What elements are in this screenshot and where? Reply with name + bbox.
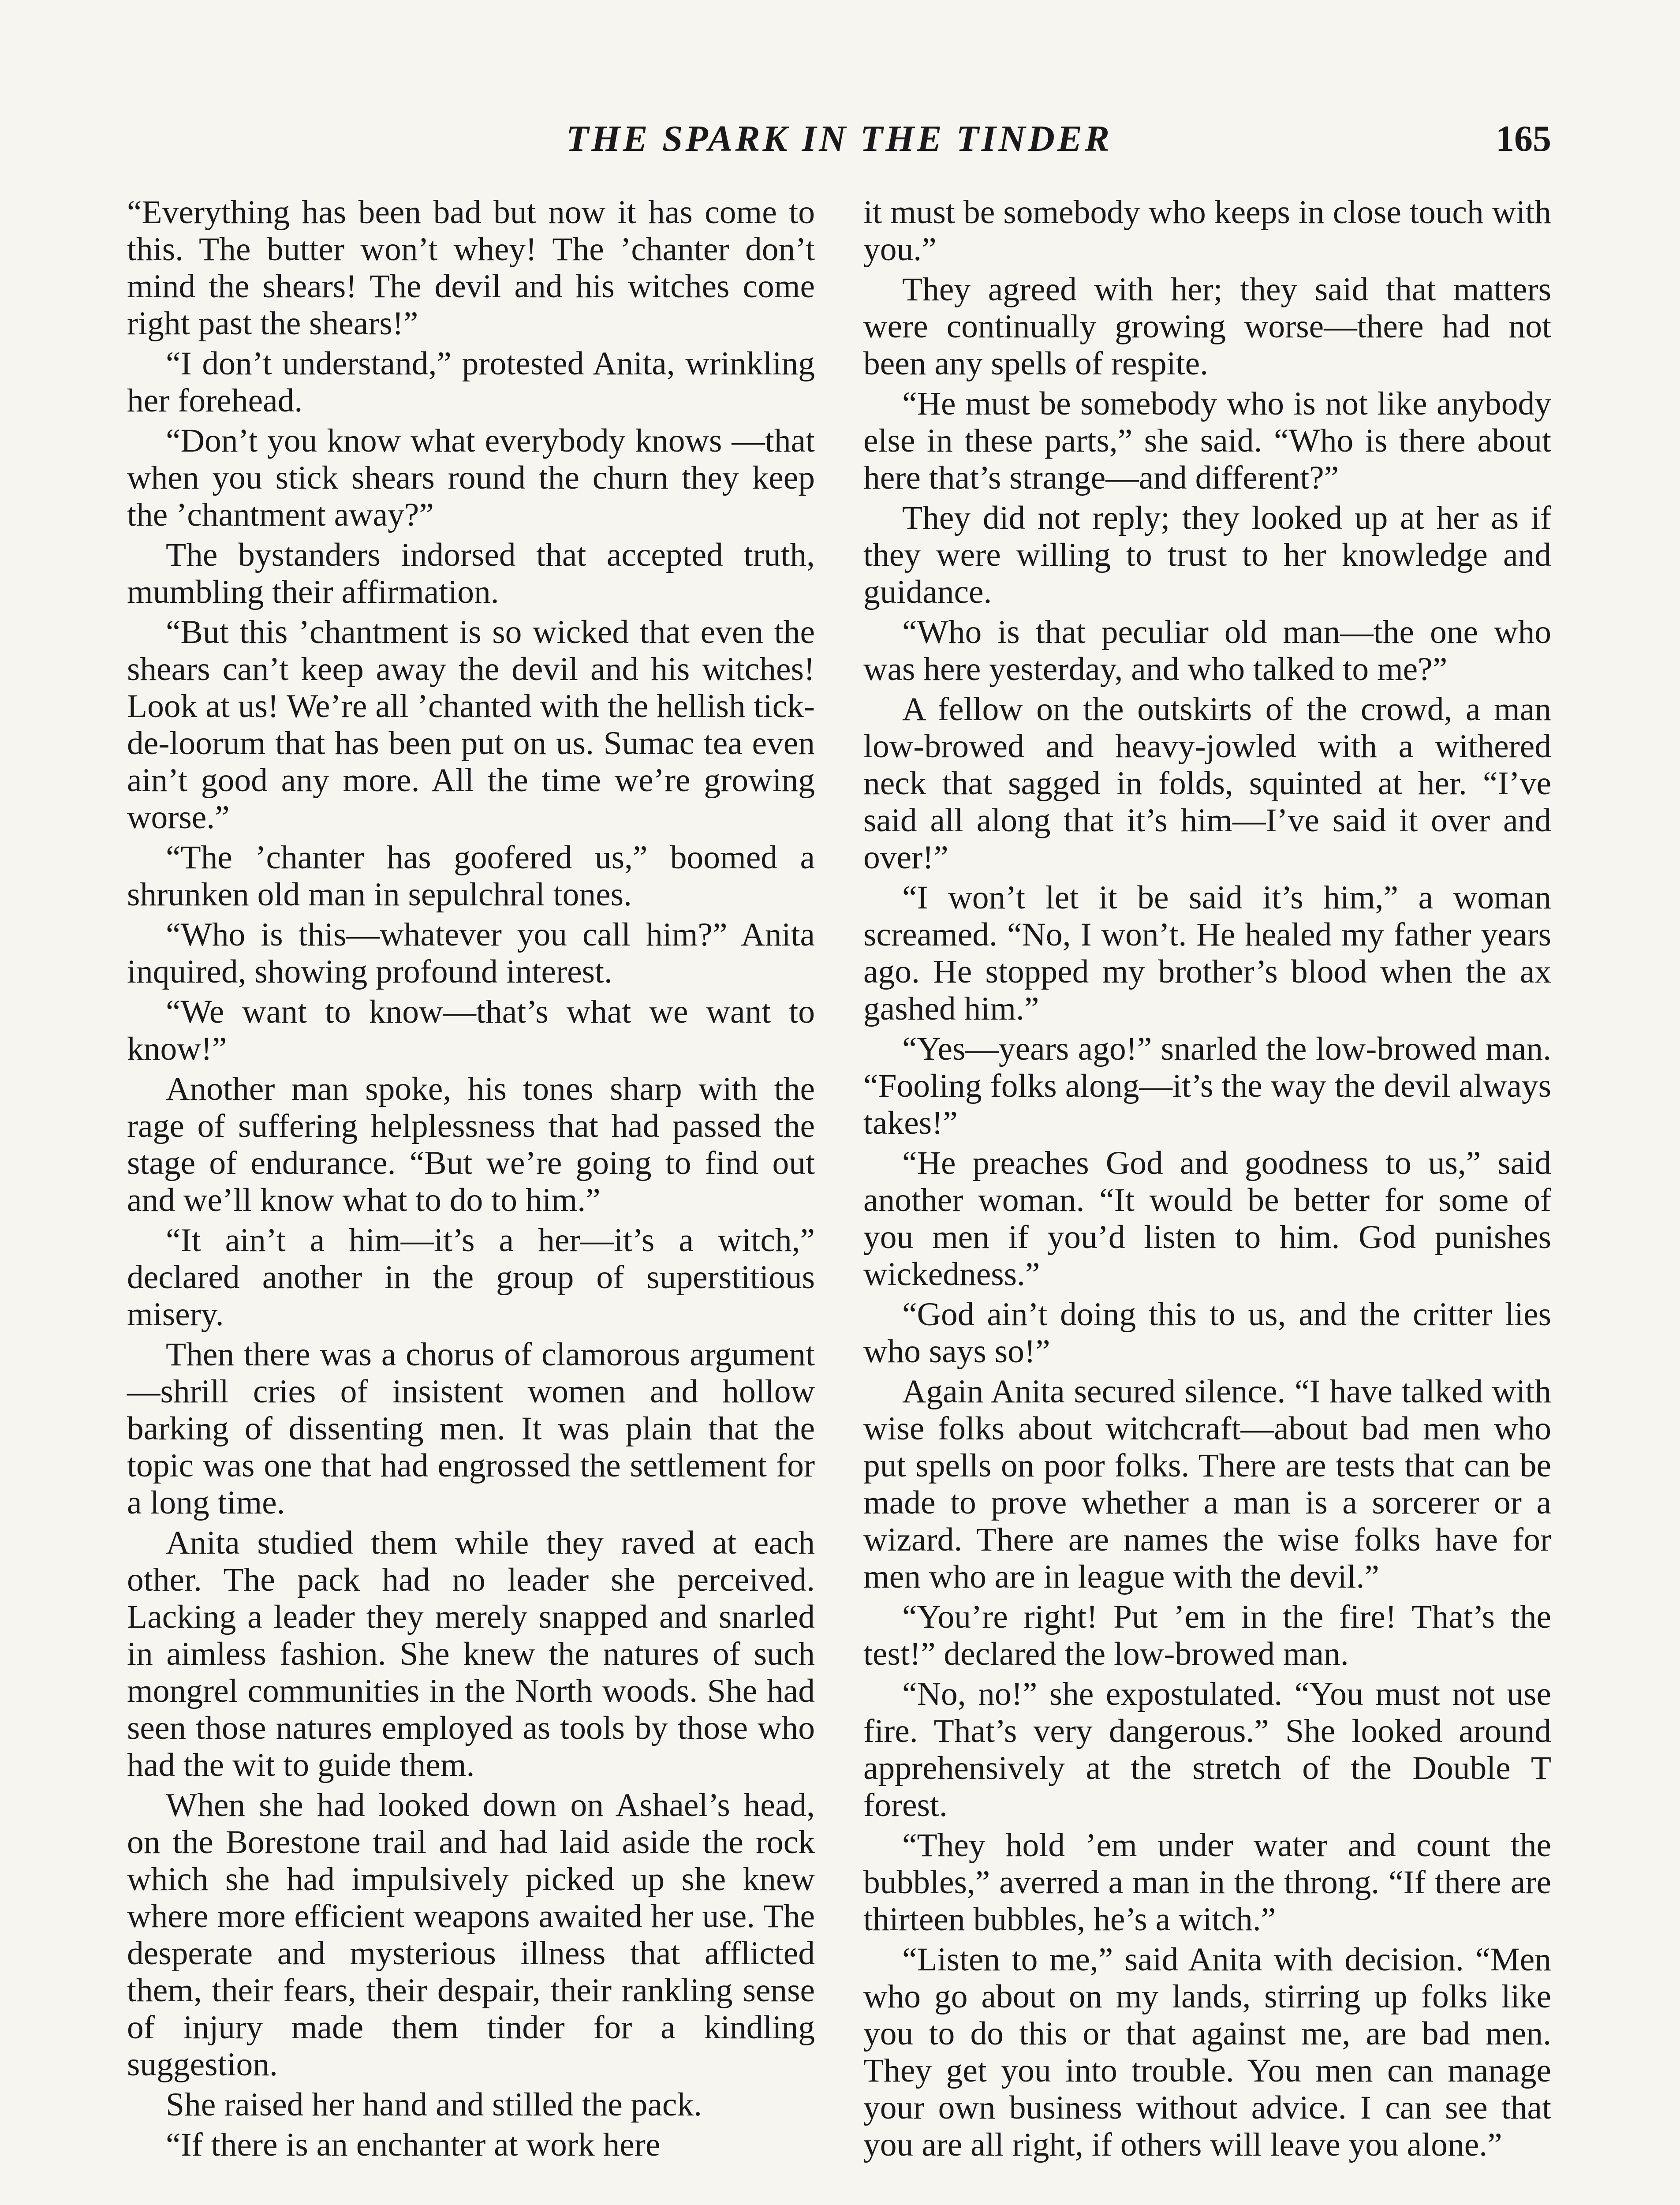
paragraph: She raised her hand and stilled the pack.	[166, 2086, 702, 2123]
paragraph: “If there is an enchanter at work here	[166, 2127, 661, 2163]
paragraph: “But this ’chantment is so wicked that even the shears can’t keep away the devil and his witches! Look at us! We’re all ’chanted with the hellish tick-de-loorum that has been put on us. Sumac tea even ain’t good any more. All the time we’re growing worse.”	[127, 614, 815, 836]
paragraph: “Everything has been bad but now it has come to this. The butter won’t whey! The ’chanter don’t mind the shears! The devil and his witches come right past the shears!”	[127, 194, 815, 342]
paragraph: Then there was a chorus of clamorous argument—shrill cries of insistent women and hollow barking of dissenting men. It was plain that the topic was one that had engrossed the settlement for a long time.	[127, 1336, 815, 1521]
paragraph: “Who is this—whatever you call him?” Anita inquired, showing profound interest.	[127, 916, 815, 990]
paragraph: “He must be somebody who is not like anybody else in these parts,” she said. “Who is there about here that’s strange—and different?”	[863, 385, 1551, 496]
paragraph: “He preaches God and goodness to us,” said another woman. “It would be better for some of you men if you’d listen to him. God punishes wickedness.”	[863, 1145, 1551, 1293]
paragraph: Again Anita secured silence. “I have talked with wise folks about witchcraft—about bad men who put spells on poor folks. There are tests that can be made to prove whether a man is a sorcerer or a wizard. There are names the wise folks have for men who are in league with the devil.”	[863, 1373, 1551, 1595]
paragraph: “Who is that peculiar old man—the one who was here yesterday, and who talked to me?”	[863, 614, 1551, 688]
paragraph: “Yes—years ago!” snarled the low-browed man. “Fooling folks along—it’s the way the devil always takes!”	[863, 1031, 1551, 1141]
paragraph: “God ain’t doing this to us, and the critter lies who says so!”	[863, 1296, 1551, 1370]
paragraph: Another man spoke, his tones sharp with the rage of suffering helplessness that had passed the stage of endurance. “But we’re going to find out and we’ll know what to do to him.”	[127, 1071, 815, 1218]
paragraph: “I won’t let it be said it’s him,” a woman screamed. “No, I won’t. He healed my father years ago. He stopped my brother’s blood when the ax gashed him.”	[863, 879, 1551, 1027]
running-head	[127, 115, 1551, 163]
running-title: THE SPARK IN THE TINDER	[566, 118, 1112, 159]
paragraph: “The ’chanter has goofered us,” boomed a shrunken old man in sepulchral tones.	[127, 839, 815, 913]
paragraph: A fellow on the outskirts of the crowd, a man low-browed and heavy-jowled with a withered neck that sagged in folds, squinted at her. “I’ve said all along that it’s him—I’ve said it over and over!”	[863, 691, 1551, 876]
paragraph: Anita studied them while they raved at each other. The pack had no leader she perceived. Lacking a leader they merely snapped and snarled in aimless fashion. She knew the natures of such mongrel communities in the North woods. She had seen those natures employed as tools by those who had the wit to guide them.	[127, 1525, 815, 1783]
paragraph: They did not reply; they looked up at her as if they were willing to trust to her knowledge and guidance.	[863, 500, 1551, 610]
paragraph: “They hold ’em under water and count the bubbles,” averred a man in the throng. “If there are thirteen bubbles, he’s a witch.”	[863, 1827, 1551, 1938]
right-text-column	[863, 194, 1551, 2167]
paragraph: “Don’t you know what everybody knows —that when you stick shears round the churn they keep the ’chantment away?”	[127, 422, 815, 533]
paragraph: “We want to know—that’s what we want to know!”	[127, 994, 815, 1067]
paragraph: “Listen to me,” said Anita with decision. “Men who go about on my lands, stirring up folks like you to do this or that against me, are bad men. They get you into trouble. You men can manage your own business without advice. I can see that you are all right, if others will leave you alone.”	[863, 1941, 1551, 2163]
paragraph: “No, no!” she expostulated. “You must not use fire. That’s very dangerous.” She looked around apprehensively at the stretch of the Double T forest.	[863, 1676, 1551, 1824]
paragraph: it must be somebody who keeps in close touch with you.”	[863, 194, 1551, 268]
paragraph: The bystanders indorsed that accepted truth, mumbling their affirmation.	[127, 537, 815, 610]
page-number: 165	[1496, 118, 1551, 159]
paragraph: “I don’t understand,” protested Anita, wrinkling her forehead.	[127, 345, 815, 419]
paragraph: When she had looked down on Ashael’s head, on the Borestone trail and had laid aside the rock which she had impulsively picked up she knew where more efficient weapons awaited her use. The desperate and mysterious illness that afflicted them, their fears, their despair, their rankling sense of injury made them tinder for a kindling suggestion.	[127, 1787, 815, 2083]
paragraph: “It ain’t a him—it’s a her—it’s a witch,” declared another in the group of superstitious misery.	[127, 1222, 815, 1333]
left-text-column	[127, 194, 815, 2167]
paragraph: They agreed with her; they said that matters were continually growing worse—there had not been any spells of respite.	[863, 271, 1551, 382]
paragraph: “You’re right! Put ’em in the fire! That’s the test!” declared the low-browed man.	[863, 1599, 1551, 1672]
